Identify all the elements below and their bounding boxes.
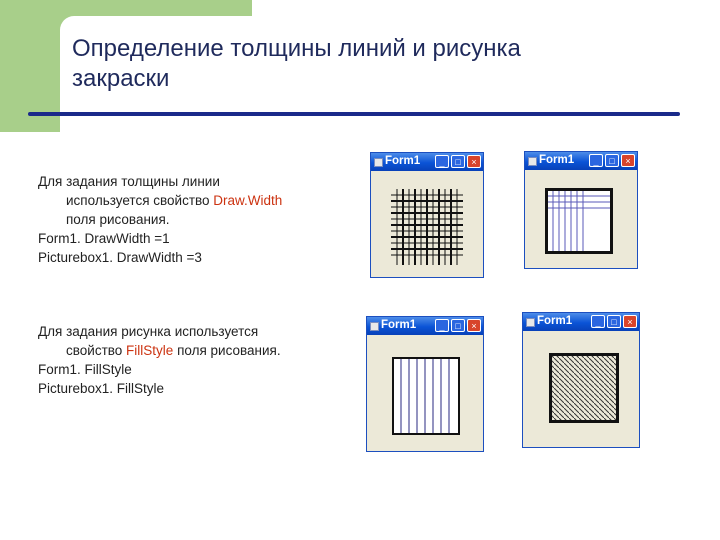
- app-icon: [528, 157, 537, 166]
- form1-window-drawwidth-1: [370, 152, 484, 278]
- window-title: Form1: [539, 154, 575, 166]
- paragraph-drawwidth: [38, 172, 282, 267]
- code-line: Picturebox1. DrawWidth =3: [38, 250, 202, 265]
- diagonal-fill-drawing: [549, 353, 619, 423]
- close-button[interactable]: ×: [623, 315, 637, 328]
- code-line: Form1. FillStyle: [38, 362, 132, 377]
- maximize-button[interactable]: □: [607, 315, 621, 328]
- slide-title: Определение толщины линий и рисунка закраски: [72, 35, 521, 92]
- text-line: свойство FillStyle поля рисования.: [66, 343, 281, 358]
- text-line: Для задания рисунка используется: [38, 324, 259, 339]
- minimize-button[interactable]: _: [591, 315, 605, 328]
- window-title: Form1: [381, 319, 417, 331]
- close-button[interactable]: ×: [621, 154, 635, 167]
- text-line: Для задания толщины линии: [38, 174, 220, 189]
- title-underline: [28, 112, 680, 116]
- app-icon: [374, 158, 383, 167]
- app-icon: [526, 318, 535, 327]
- window-titlebar: [367, 317, 483, 335]
- form1-window-fillstyle-1: [366, 316, 484, 452]
- app-icon: [370, 322, 379, 331]
- window-titlebar: [525, 152, 637, 170]
- text-line: поля рисования.: [66, 212, 170, 227]
- maximize-button[interactable]: □: [451, 319, 465, 332]
- window-titlebar: [371, 153, 483, 171]
- picturebox-lines-drawing: [545, 188, 613, 254]
- form1-window-fillstyle-2: [522, 312, 640, 448]
- highlight-fillstyle: FillStyle: [126, 343, 174, 358]
- minimize-button[interactable]: _: [435, 155, 449, 168]
- close-button[interactable]: ×: [467, 155, 481, 168]
- minimize-button[interactable]: _: [589, 154, 603, 167]
- grid-lines-drawing: [391, 189, 463, 265]
- paragraph-fillstyle: [38, 322, 281, 398]
- maximize-button[interactable]: □: [605, 154, 619, 167]
- minimize-button[interactable]: _: [435, 319, 449, 332]
- highlight-drawwidth: Draw.Width: [213, 193, 283, 208]
- window-title: Form1: [537, 315, 573, 327]
- maximize-button[interactable]: □: [451, 155, 465, 168]
- window-titlebar: [523, 313, 639, 331]
- text-line: используется свойство Draw.Width: [66, 193, 283, 208]
- close-button[interactable]: ×: [467, 319, 481, 332]
- vertical-fill-drawing: [392, 357, 460, 435]
- code-line: Form1. DrawWidth =1: [38, 231, 170, 246]
- code-line: Picturebox1. FillStyle: [38, 381, 165, 396]
- form1-window-drawwidth-2: [524, 151, 638, 269]
- window-title: Form1: [385, 155, 421, 167]
